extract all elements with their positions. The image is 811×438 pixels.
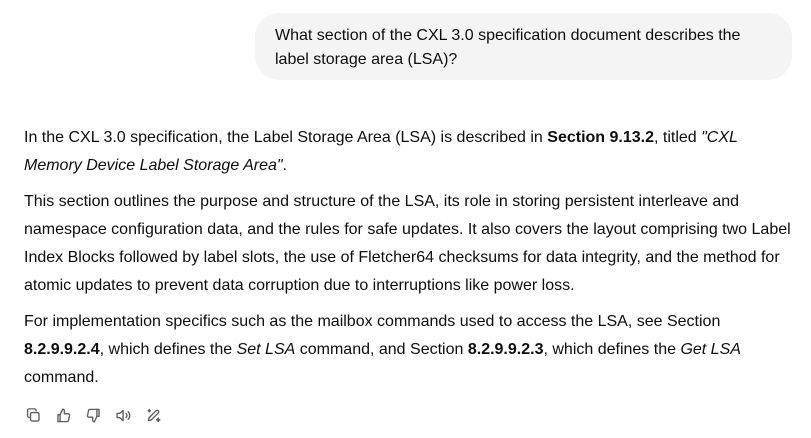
- get-lsa-command: Get LSA: [680, 341, 741, 358]
- section-ref-get-lsa: 8.2.9.9.2.3: [467, 341, 544, 358]
- read-aloud-icon: [115, 407, 132, 424]
- section-title: "CXL Memory Device Label Storage Area": [24, 129, 738, 174]
- p1-text-2: , titled: [653, 129, 702, 146]
- p3-text-1: For implementation specifics such as the mailbox commands used to access the LSA, see Section: [24, 313, 721, 330]
- edit-button[interactable]: [144, 406, 163, 425]
- section-ref-9-13-2: Section 9.13.2: [547, 129, 654, 146]
- assistant-paragraph-3: [24, 308, 794, 392]
- thumbs-down-button[interactable]: [84, 406, 103, 425]
- read-aloud-button[interactable]: [114, 406, 133, 425]
- edit-icon: [145, 407, 162, 424]
- user-message-text: What section of the CXL 3.0 specification document describes the label storage area (LSA)?: [275, 27, 741, 68]
- thumbs-down-icon: [85, 407, 102, 424]
- p1-text-1: In the CXL 3.0 specification, the Label Storage Area (LSA) is described in: [24, 129, 548, 146]
- p3-text-5: command.: [24, 369, 99, 386]
- assistant-paragraph-2: This section outlines the purpose and structure of the LSA, its role in storing persistent interleave and namespace configuration data, and the rules for safe updates. It also covers the layout comprising two Label Index Blocks followed by label slots, the use of Fletcher64 checksums for data integrity, and the method for atomic updates to prevent data corruption due to interruptions like power loss.: [24, 193, 791, 294]
- thumbs-up-button[interactable]: [54, 406, 73, 425]
- set-lsa-command: Set LSA: [236, 341, 296, 358]
- message-actions-bar: [24, 404, 163, 426]
- assistant-message: [24, 124, 794, 400]
- p3-text-2: , which defines the: [99, 341, 237, 358]
- p3-text-4: , which defines the: [543, 341, 681, 358]
- assistant-paragraph-1: [24, 124, 794, 180]
- user-message-bubble: [255, 13, 792, 80]
- copy-icon: [25, 407, 42, 424]
- thumbs-up-icon: [55, 407, 72, 424]
- section-ref-set-lsa: 8.2.9.9.2.4: [24, 341, 100, 358]
- p3-text-3: command, and Section: [295, 341, 468, 358]
- p1-text-3: .: [282, 157, 287, 174]
- copy-button[interactable]: [24, 406, 43, 425]
